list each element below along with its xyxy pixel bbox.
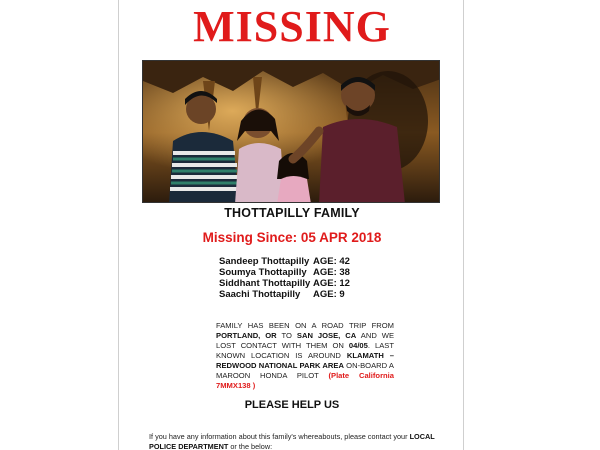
- missing-poster: [118, 0, 464, 450]
- desc-text: . LAST KNOWN LOCATION IS AROUND: [216, 341, 394, 360]
- desc-text: AND WE LOST CONTACT WITH THEM ON: [216, 331, 395, 350]
- poster-title: MISSING: [193, 2, 391, 51]
- family-photo: [142, 60, 440, 203]
- trip-description: [216, 321, 394, 391]
- member-row: [219, 256, 419, 267]
- member-row: [219, 289, 419, 300]
- members-list: [219, 256, 419, 300]
- missing-since-date: Missing Since: 05 APR 2018: [202, 230, 382, 245]
- member-name: Soumya Thottapilly: [219, 267, 307, 278]
- contact-dept: LOCAL POLICE DEPARTMENT: [149, 432, 435, 450]
- member-age: AGE: 9: [313, 289, 345, 300]
- desc-text: FAMILY HAS BEEN ON A ROAD TRIP FROM: [216, 321, 394, 330]
- member-name: Saachi Thottapilly: [219, 289, 301, 300]
- desc-text: TO: [276, 331, 297, 340]
- member-row: [219, 278, 419, 289]
- desc-from: PORTLAND, OR: [216, 331, 277, 340]
- desc-location: KLAMATH – REDWOOD NATIONAL PARK AREA: [216, 351, 394, 370]
- member-age: AGE: 42: [313, 256, 350, 267]
- desc-plate: (Plate California 7MMX138 ): [216, 371, 394, 390]
- desc-text: ON-BOARD A MAROON HONDA PILOT: [216, 361, 394, 380]
- member-row: [219, 267, 419, 278]
- family-name-heading: THOTTAPILLY FAMILY: [224, 206, 360, 220]
- family-photo-illustration: [143, 61, 440, 203]
- member-age: AGE: 38: [313, 267, 350, 278]
- please-help-heading: PLEASE HELP US: [244, 399, 340, 411]
- contact-info: [149, 432, 449, 450]
- member-name: Sandeep Thottapilly: [219, 256, 310, 267]
- contact-text: If you have any information about this family's whereabouts, please contact your: [149, 432, 410, 441]
- contact-text: or the below:: [228, 442, 273, 450]
- desc-date: 04/05: [348, 341, 368, 350]
- member-age: AGE: 12: [313, 278, 350, 289]
- member-name: Siddhant Thottapilly: [219, 278, 311, 289]
- desc-to: SAN JOSE, CA: [296, 331, 357, 340]
